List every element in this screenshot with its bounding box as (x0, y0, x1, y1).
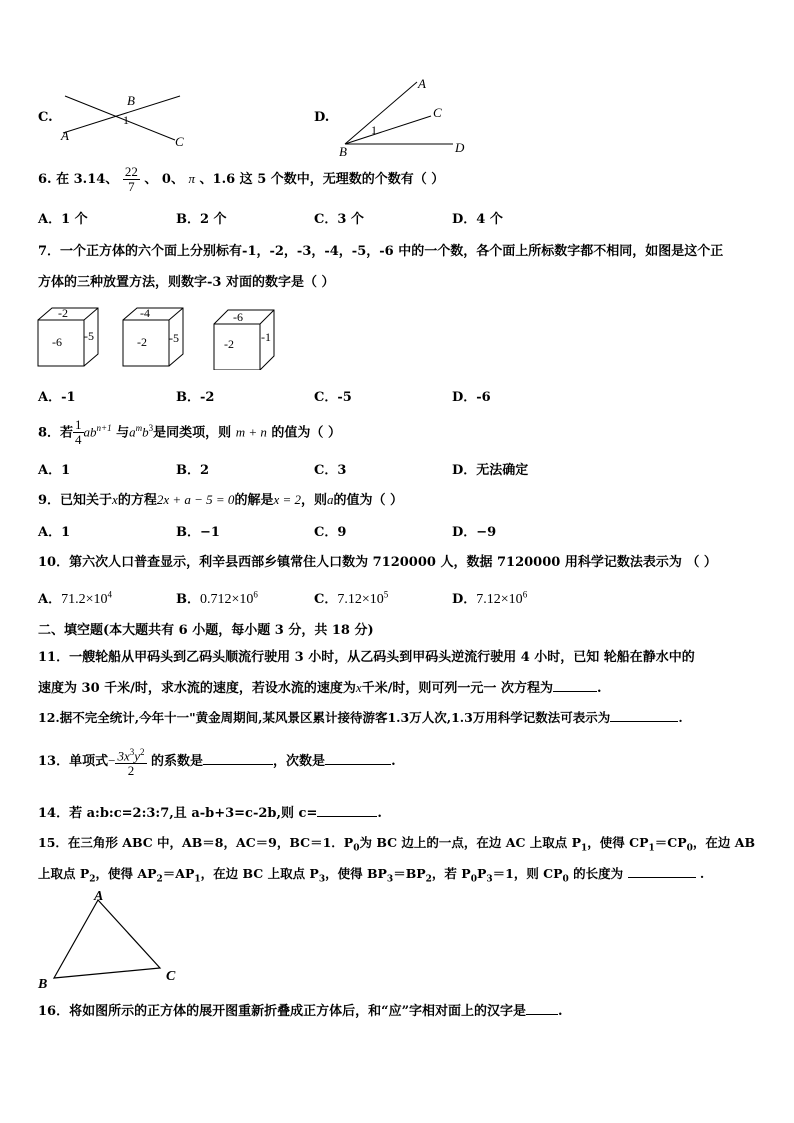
q15-answer-blank[interactable] (628, 865, 696, 878)
q15-l2-p18: 的长度为 (568, 866, 624, 881)
q15-l2-p8: ，使得 BP (325, 866, 387, 881)
section-2-heading: 二、填空题(本大题共有 6 小题，每小题 3 分，共 18 分) (38, 623, 374, 638)
q7-option-d[interactable]: D．-6 (452, 390, 491, 405)
q7-cube1-side: -5 (84, 329, 94, 343)
q8-question (38, 412, 341, 449)
q9-equation: 2x + a − 5 = 0 (156, 492, 235, 507)
q10-option-b[interactable] (176, 588, 258, 608)
q6-text-1: 在 3.14、 (56, 172, 119, 187)
q11-text-b: 千米/时，则可列一元一 次方程为 (361, 681, 553, 696)
q15-l2-p4: ＝AP (162, 866, 195, 881)
q7-cube3-side: -1 (261, 330, 271, 344)
q6-frac-den: 7 (128, 179, 135, 194)
q5c-label-c: C (175, 134, 184, 149)
q15-l2-p14: P (476, 866, 487, 881)
q15-l1-p6: ＝CP (654, 835, 687, 850)
q10-option-c[interactable] (314, 588, 388, 608)
q14-line (38, 802, 382, 821)
q5d-label-a: A (418, 76, 426, 91)
q15-l1-p7: 0 (686, 843, 693, 854)
q15-l2-p10: ＝BP (393, 866, 426, 881)
q13-exp-x: 3 (129, 746, 135, 757)
q9-text-4: ，则 (301, 493, 328, 508)
q10-d-label: D． (452, 592, 477, 607)
q13-exp-y: 2 (140, 746, 145, 757)
q16-line (38, 1000, 563, 1019)
q5-figure-c (55, 88, 195, 150)
q5-option-c-label: C. (38, 110, 53, 125)
q11-text-a: 速度为 30 千米/时，求水流的速度，若设水流的速度为 (38, 681, 356, 696)
q15-label-a: A (94, 889, 104, 904)
q10-b-base: 0.712×10 (200, 592, 254, 607)
q9-a: a (327, 492, 334, 507)
q13-coef: 3x (117, 748, 130, 764)
q13-y: y (134, 748, 140, 764)
q15-l2-p11: 2 (425, 874, 432, 885)
q9-option-b[interactable]: B．−1 (176, 525, 220, 540)
q15-l1-p8: ，在边 AB (692, 835, 756, 850)
q11-line-2 (38, 677, 602, 696)
q9-question (38, 489, 403, 508)
q10-option-a[interactable] (38, 588, 112, 608)
q15-l2-p15: 3 (486, 874, 493, 885)
q9-text-3: 的解是 (234, 493, 274, 508)
q13-minus: − (108, 753, 116, 768)
q15-line-1 (38, 833, 755, 854)
q10-a-exp: 4 (107, 589, 112, 600)
q10-d-base: 7.12×10 (476, 592, 523, 607)
q13-text-2: 的系数是 (151, 754, 204, 769)
q8-exp3: 3 (148, 423, 154, 433)
q8-number: 8．若 (38, 425, 74, 441)
q15-l1-p2: 为 BC 边上的一点，在边 AC 上取点 P (359, 835, 582, 850)
q8-term2b: b (142, 424, 149, 440)
q13-frac-den: 2 (127, 763, 135, 779)
q8-text-3: 的值为（ ） (271, 425, 341, 441)
q15-end: . (699, 866, 705, 881)
q15-l2-p13: 0 (470, 874, 477, 885)
q7-option-c[interactable]: C．-5 (314, 390, 352, 405)
q5d-label-d: D (455, 140, 465, 155)
q7-cube2-front: -2 (137, 335, 147, 349)
q9-solution: x = 2 (273, 492, 301, 507)
q6-option-d[interactable]: D．4 个 (452, 212, 503, 227)
q15-l1-p1: 0 (353, 843, 360, 854)
q13-frac-num (115, 745, 146, 764)
q10-a-label: A． (38, 592, 62, 607)
q7-cube3-front: -2 (224, 337, 234, 351)
q5-option-d-label: D. (314, 110, 330, 125)
q5c-label-a: A (61, 128, 69, 143)
q8-fraction (73, 418, 84, 447)
q8-text-2: 是同类项，则 (153, 425, 232, 441)
q6-option-b[interactable]: B．2 个 (176, 212, 227, 227)
q9-option-c[interactable]: C．9 (314, 525, 347, 540)
q15-l2-p6: ，在边 BC 上取点 P (200, 866, 319, 881)
q6-number: 6. (38, 172, 52, 187)
q7-cube1-front: -6 (52, 335, 62, 349)
q15-l2-p17: 0 (562, 874, 569, 885)
q8-option-b[interactable]: B．2 (176, 463, 210, 478)
q11-answer-blank[interactable] (553, 679, 597, 692)
q8-frac-num: 1 (75, 417, 82, 433)
q13-fraction (115, 745, 146, 778)
q10-b-exp: 6 (253, 589, 258, 600)
q6-option-c[interactable]: C．3 个 (314, 212, 364, 227)
q7-cube3-top: -6 (233, 310, 243, 324)
q7-cube-2 (123, 306, 183, 366)
q15-line-2 (38, 864, 704, 885)
q6-text-3: 、1.6 这 5 个数中，无理数的个数有（ ） (199, 172, 445, 187)
q15-l1-p5: 1 (648, 843, 655, 854)
q14-text: 14．若 a:b:c=2:3:7,且 a-b+3=c-2b,则 c= (38, 806, 318, 821)
q12-answer-blank[interactable] (610, 709, 678, 722)
q7-line-1: 7．一个正方体的六个面上分别标有-1，-2，-3，-4，-5，-6 中的一个数，各个面上所标数字都不相同，如图是这个正 (38, 244, 724, 259)
q8-mid: 与 (116, 425, 130, 441)
q15-l2-p16: ＝1，则 CP (492, 866, 563, 881)
q7-cube2-top: -4 (140, 306, 150, 320)
q6-pi: π (188, 171, 195, 186)
q13-degree-blank[interactable] (325, 752, 391, 765)
q16-end: . (558, 1004, 563, 1019)
q9-x: x (112, 492, 118, 507)
q10-b-label: B． (176, 592, 200, 607)
q8-option-a[interactable]: A．1 (38, 463, 71, 478)
q8-frac-den: 4 (75, 432, 82, 448)
q10-c-label: C． (314, 592, 338, 607)
q15-l2-p1: 2 (89, 874, 96, 885)
q12-line (38, 708, 683, 726)
q7-option-b[interactable]: B．-2 (176, 390, 215, 405)
q15-l2-p2: ，使得 AP (95, 866, 157, 881)
q14-end: . (377, 806, 382, 821)
q7-option-a[interactable]: A．-1 (38, 390, 76, 405)
q15-l2-p0: 上取点 P (38, 866, 90, 881)
q16-answer-blank[interactable] (526, 1002, 558, 1015)
q15-l1-p4: ，使得 CP (587, 835, 649, 850)
q15-l2-p7: 3 (318, 874, 326, 885)
q8-exp2: m (135, 423, 143, 433)
q13-line (38, 741, 396, 782)
q5c-label-b: B (127, 93, 135, 108)
q10-d-exp: 6 (522, 589, 528, 600)
q8-term1: ab (83, 424, 97, 440)
q12-text: 12.据不完全统计,今年十一"黄金周期间,某风景区累计接待游客1.3万人次,1.3万用科学记数法可表示为 (38, 710, 611, 725)
q6-frac-num: 22 (124, 164, 138, 179)
q13-coef-blank[interactable] (203, 752, 273, 765)
q10-c-base: 7.12×10 (337, 592, 384, 607)
q7-cube-1 (38, 306, 98, 366)
q8-expr: m + n (235, 424, 267, 440)
q11-end: . (596, 681, 602, 696)
q15-label-b: B (38, 977, 48, 990)
q15-l2-p3: 2 (156, 874, 163, 885)
q10-question: 10．第六次人口普查显示，利辛县西部乡镇常住人口数为 7120000 人，数据 7120000 用科学记数法表示为 （ ） (38, 555, 717, 570)
q8-term2a: a (129, 424, 136, 440)
q6-text-2: 、 0、 (144, 172, 184, 187)
q13-end: . (391, 754, 396, 769)
q5-figure-d (335, 74, 475, 158)
q7-cube-3 (214, 310, 274, 370)
q6-fraction (123, 165, 140, 194)
q15-l1-p0: 15．在三角形 ABC 中，AB＝8，AC＝9，BC＝1．P (38, 835, 354, 850)
q7-cube2-side: -5 (169, 331, 179, 345)
q15-l2-p5: 1 (194, 874, 201, 885)
q9-option-a[interactable]: A．1 (38, 525, 71, 540)
q10-a-base: 71.2×10 (61, 592, 108, 607)
q8-option-d[interactable]: D．无法确定 (452, 463, 529, 478)
q5d-label-b: B (339, 144, 347, 158)
q6-question (38, 164, 444, 195)
q10-c-exp: 5 (383, 589, 389, 600)
q5d-angle-label: 1 (371, 123, 377, 137)
q7-cubes-figure (34, 304, 284, 370)
q15-l2-p9: 3 (386, 874, 394, 885)
q14-answer-blank[interactable] (317, 804, 377, 817)
q8-option-c[interactable]: C．3 (314, 463, 347, 478)
q9-text-1: 9．已知关于 (38, 493, 113, 508)
q7-cube1-top: -2 (58, 306, 68, 320)
q12-end: . (678, 710, 683, 725)
q8-exp1: n+1 (96, 423, 112, 433)
q9-text-2: 的方程 (117, 493, 157, 508)
q15-l2-p12: ，若 P (431, 866, 471, 881)
q11-line-1: 11．一艘轮船从甲码头到乙码头顺流行驶用 3 小时，从乙码头到甲码头逆流行驶用 4 小时，已知 轮船在静水中的 (38, 650, 695, 665)
q10-option-d[interactable] (452, 588, 527, 608)
q9-option-d[interactable]: D．−9 (452, 525, 497, 540)
q16-text: 16．将如图所示的正方体的展开图重新折叠成正方体后，和“应”字相对面上的汉字是 (38, 1004, 527, 1019)
q13-text-1: 13．单项式 (38, 754, 109, 769)
q9-text-5: 的值为（ ） (333, 493, 404, 508)
q15-triangle-figure (34, 886, 184, 990)
q7-line-2: 方体的三种放置方法，则数字-3 对面的数字是（ ） (38, 275, 335, 290)
q13-text-3: ，次数是 (273, 754, 326, 769)
q15-label-c: C (166, 969, 176, 984)
q15-l1-p3: 1 (581, 843, 588, 854)
q5d-label-c: C (433, 105, 442, 120)
q5c-angle-label: 1 (123, 113, 129, 127)
q11-x: x (355, 680, 362, 695)
q6-option-a[interactable]: A．1 个 (38, 212, 88, 227)
